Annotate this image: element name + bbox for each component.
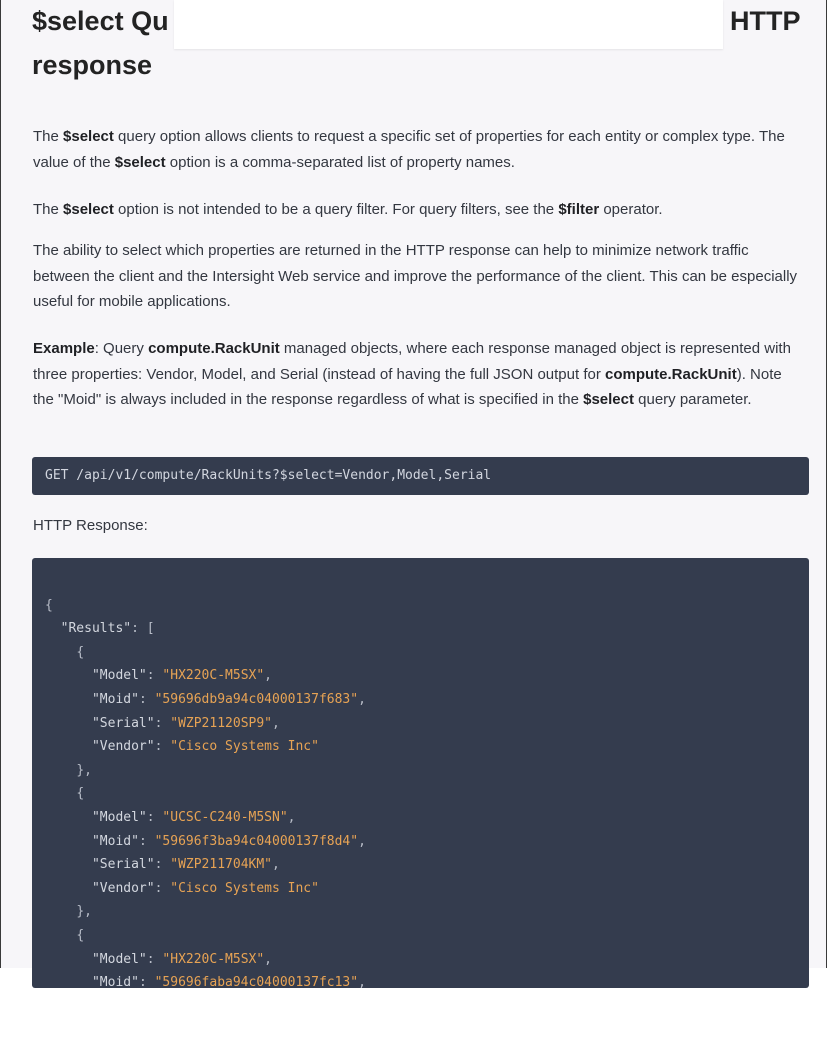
rackunit-keyword: compute.RackUnit [605, 365, 737, 383]
title-second-line: response [32, 50, 153, 80]
code-line: { [76, 927, 85, 943]
code-line: "Moid": "59696f3ba94c04000137f8d4", [91, 833, 366, 849]
code-line: }, [76, 904, 92, 920]
code-line: "Vendor": "Cisco Systems Inc" [91, 739, 319, 755]
response-label: HTTP Response: [33, 517, 148, 534]
intro-paragraph-2: The $select option is not intended to be a query filter. For query filters, see the $filter operator. [33, 201, 663, 218]
code-line: "Model": "HX220C-M5SX", [91, 668, 272, 684]
code-line: { [76, 644, 85, 660]
code-line: { [45, 597, 53, 613]
intro-paragraph-1: The $select query option allows clients to request a specific set of properties for each entity or complex type. The value of the $select option is a comma-separated list of property names. [33, 128, 785, 171]
code-line: "Results": [ [60, 621, 155, 637]
code-line: "Serial": "WZP211704KM", [91, 857, 280, 873]
intro-paragraph-3: The ability to select which properties are returned in the HTTP response can help to minimize network traffic between the client and the Intersight Web service and improve the performance of the client. This can be especially useful for mobile applications. [33, 242, 798, 310]
code-line: "Serial": "WZP21120SP9", [91, 715, 280, 731]
code-line: "Vendor": "Cisco Systems Inc" [91, 880, 319, 896]
rackunit-keyword: compute.RackUnit [148, 340, 280, 357]
code-line: "Moid": "59696faba94c04000137fc13", [91, 975, 366, 991]
code-line: { [76, 786, 85, 802]
code-line: "Moid": "59696db9a94c04000137f683", [91, 691, 366, 707]
title-start: $select Qu [32, 6, 169, 36]
code-line: "Model": "UCSC-C240-M5SN", [91, 809, 296, 825]
select-keyword: $select [63, 128, 114, 145]
example-paragraph: Example: Query compute.RackUnit managed objects, where each response managed object is represented with three properties: Vendor, Model, and Serial (instead of having the full JSON output for compute.RackUnit). Note the "Moid" is always included in the response regardless of what is specified in the $select query parameter. [33, 340, 791, 408]
select-keyword: $select [63, 201, 114, 218]
example-label: Example [33, 340, 95, 357]
code-line: }, [76, 762, 92, 778]
select-keyword: $select [114, 153, 166, 171]
redaction-box [174, 0, 723, 49]
request-code-block: GET /api/v1/compute/RackUnits?$select=Vendor,Model,Serial [32, 457, 809, 495]
response-code-block [32, 558, 809, 991]
filter-keyword: $filter [558, 201, 600, 218]
title-end: HTTP [730, 6, 801, 36]
code-line: "Model": "HX220C-M5SX", [91, 951, 272, 967]
select-keyword: $select [583, 391, 634, 408]
